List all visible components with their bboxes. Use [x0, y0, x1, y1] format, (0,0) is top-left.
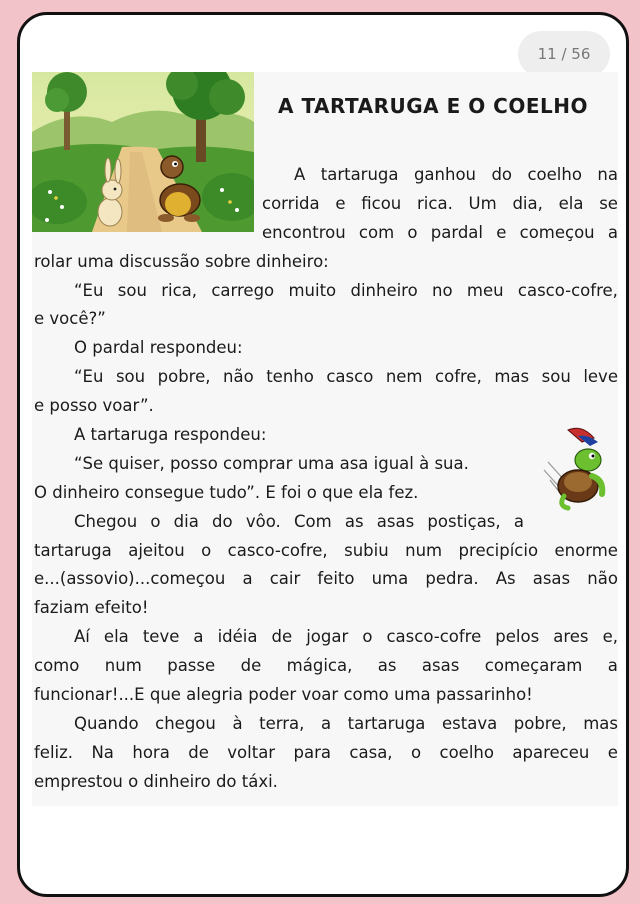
- story-line: [34, 219, 618, 248]
- story-word: no: [432, 280, 453, 300]
- story-line: A tartaruga respondeu:: [74, 425, 267, 445]
- story-word: rica,: [161, 280, 198, 300]
- story-word: pelos: [495, 627, 540, 647]
- story-word: o: [150, 511, 161, 531]
- story-word: “Eu: [74, 280, 104, 300]
- story-word: estava: [441, 713, 498, 733]
- story-word: idéia: [217, 627, 258, 647]
- story-word: mas: [583, 713, 618, 733]
- story-word: Com: [293, 511, 332, 531]
- story-word: terra,: [259, 713, 305, 733]
- story-word: e: [496, 222, 507, 242]
- story-word: as: [377, 656, 397, 676]
- story-word: enorme: [554, 540, 618, 560]
- story-word: dia,: [512, 193, 543, 213]
- story-word: feito: [317, 569, 355, 589]
- story-line: O dinheiro consegue tudo”. E foi o que ela fez.: [34, 482, 419, 502]
- story-word: As: [495, 569, 516, 589]
- story-word: tartaruga: [320, 165, 399, 184]
- story-line: [34, 190, 618, 219]
- story-body: [34, 161, 618, 797]
- story-word: casco: [326, 367, 374, 387]
- story-word: ajeitou: [128, 540, 185, 560]
- story-word: o: [362, 627, 373, 647]
- story-word: e: [335, 193, 346, 213]
- story-word: o: [410, 742, 422, 762]
- story-word: a: [607, 222, 618, 242]
- flying-turtle-illustration: [542, 422, 618, 512]
- story-word: sou: [117, 280, 147, 300]
- story-word: rica.: [417, 193, 453, 213]
- story-word: Aí: [74, 627, 90, 647]
- story-word: asas: [376, 511, 415, 531]
- story-word: “Eu: [74, 367, 104, 387]
- story-word: chegou: [155, 713, 216, 733]
- story-word: e...(assovio)...começou: [34, 569, 226, 589]
- story-word: como: [34, 656, 80, 676]
- story-word: asas: [532, 569, 571, 589]
- story-word: a: [193, 627, 204, 647]
- story-word: jogar: [306, 627, 349, 647]
- story-word: e,: [602, 627, 618, 647]
- story-word: teve: [142, 627, 180, 647]
- story-word: pobre,: [513, 713, 567, 733]
- story-word: do: [212, 511, 233, 531]
- story-word: muito: [288, 280, 337, 300]
- story-word: sou: [541, 367, 571, 387]
- story-word: corrida: [262, 193, 320, 213]
- story-line: O pardal respondeu:: [74, 338, 243, 358]
- story-line: faziam efeito!: [34, 598, 149, 618]
- story-line: [34, 652, 618, 681]
- story-word: coelho: [439, 742, 494, 762]
- story-word: a: [513, 511, 524, 531]
- story-word: meu: [466, 280, 504, 300]
- story-word: subiu: [344, 540, 389, 560]
- story-word: na: [597, 165, 618, 184]
- page-counter[interactable]: 11 / 56: [518, 31, 610, 77]
- phone-frame: [17, 12, 629, 897]
- story-line: [34, 363, 618, 392]
- story-line: e você?”: [34, 309, 106, 329]
- story-line: [34, 739, 618, 768]
- story-word: Na: [91, 742, 114, 762]
- story-word: mas: [494, 367, 530, 387]
- story-word: postiças,: [427, 511, 501, 531]
- story-word: com: [358, 222, 395, 242]
- story-word: de: [240, 656, 262, 676]
- document-page: [32, 72, 618, 806]
- story-line: [34, 710, 618, 739]
- story-word: começaram: [484, 656, 583, 676]
- story-word: começou: [519, 222, 595, 242]
- story-word: ares: [553, 627, 589, 647]
- story-word: casco-cofre,: [517, 280, 618, 300]
- story-word: tenho: [266, 367, 314, 387]
- story-word: voltar: [227, 742, 276, 762]
- story-word: Um: [468, 193, 497, 213]
- story-word: ficou: [361, 193, 402, 213]
- story-word: a: [320, 713, 332, 733]
- story-line: [34, 508, 618, 537]
- story-word: Chegou: [74, 511, 138, 531]
- story-word: precipício: [458, 540, 539, 560]
- story-word: pedra.: [425, 569, 479, 589]
- story-word: pardal: [430, 222, 483, 242]
- story-word: passe: [167, 656, 216, 676]
- story-title: A TARTARUGA E O COELHO: [278, 94, 588, 118]
- story-word: dinheiro: [350, 280, 418, 300]
- story-word: se: [599, 193, 618, 213]
- story-word: do: [491, 165, 513, 184]
- story-word: à: [232, 713, 243, 733]
- story-word: nem: [385, 367, 423, 387]
- story-word: asas: [421, 656, 460, 676]
- story-word: tartaruga: [347, 713, 426, 733]
- story-word: sou: [115, 367, 146, 387]
- story-line: e posso voar”.: [34, 396, 154, 416]
- story-word: casco-cofre,: [227, 540, 328, 560]
- story-word: tartaruga: [34, 540, 112, 560]
- story-word: cair: [269, 569, 301, 589]
- story-word: apareceu: [512, 742, 590, 762]
- story-word: encontrou: [262, 222, 346, 242]
- story-word: ela: [103, 627, 129, 647]
- story-word: de: [271, 627, 293, 647]
- story-word: a: [607, 656, 618, 676]
- story-word: coelho: [527, 165, 582, 184]
- story-word: não: [223, 367, 254, 387]
- story-line: [34, 277, 618, 306]
- story-word: hora: [132, 742, 170, 762]
- story-word: de: [188, 742, 209, 762]
- story-word: Quando: [74, 713, 139, 733]
- story-word: pobre,: [157, 367, 211, 387]
- story-word: leve: [583, 367, 618, 387]
- story-line: [34, 623, 618, 652]
- story-word: uma: [371, 569, 409, 589]
- story-word: num: [405, 540, 443, 560]
- story-line: emprestou o dinheiro do táxi.: [34, 771, 278, 791]
- story-word: as: [344, 511, 364, 531]
- story-word: casco-cofre: [386, 627, 482, 647]
- story-line: [34, 537, 618, 566]
- story-word: não: [587, 569, 618, 589]
- story-line: “Se quiser, posso comprar uma asa igual à sua.: [74, 453, 469, 473]
- story-word: o: [407, 222, 418, 242]
- story-word: e: [607, 742, 618, 762]
- story-word: carrego: [211, 280, 275, 300]
- story-word: num: [104, 656, 142, 676]
- story-word: vôo.: [245, 511, 281, 531]
- story-line: [34, 161, 618, 190]
- story-word: para: [293, 742, 331, 762]
- story-word: o: [201, 540, 212, 560]
- story-word: ganhou: [413, 165, 477, 184]
- story-word: casa,: [349, 742, 393, 762]
- story-word: cofre,: [435, 367, 482, 387]
- story-line: funcionar!...E que alegria poder voar como uma passarinho!: [34, 685, 533, 705]
- story-word: ela: [558, 193, 584, 213]
- story-line: rolar uma discussão sobre dinheiro:: [34, 251, 329, 271]
- story-word: feliz.: [34, 742, 74, 762]
- story-word: a: [242, 569, 253, 589]
- story-line: [34, 565, 618, 594]
- story-word: dia: [173, 511, 199, 531]
- story-word: mágica,: [286, 656, 353, 676]
- story-word: A: [294, 165, 306, 184]
